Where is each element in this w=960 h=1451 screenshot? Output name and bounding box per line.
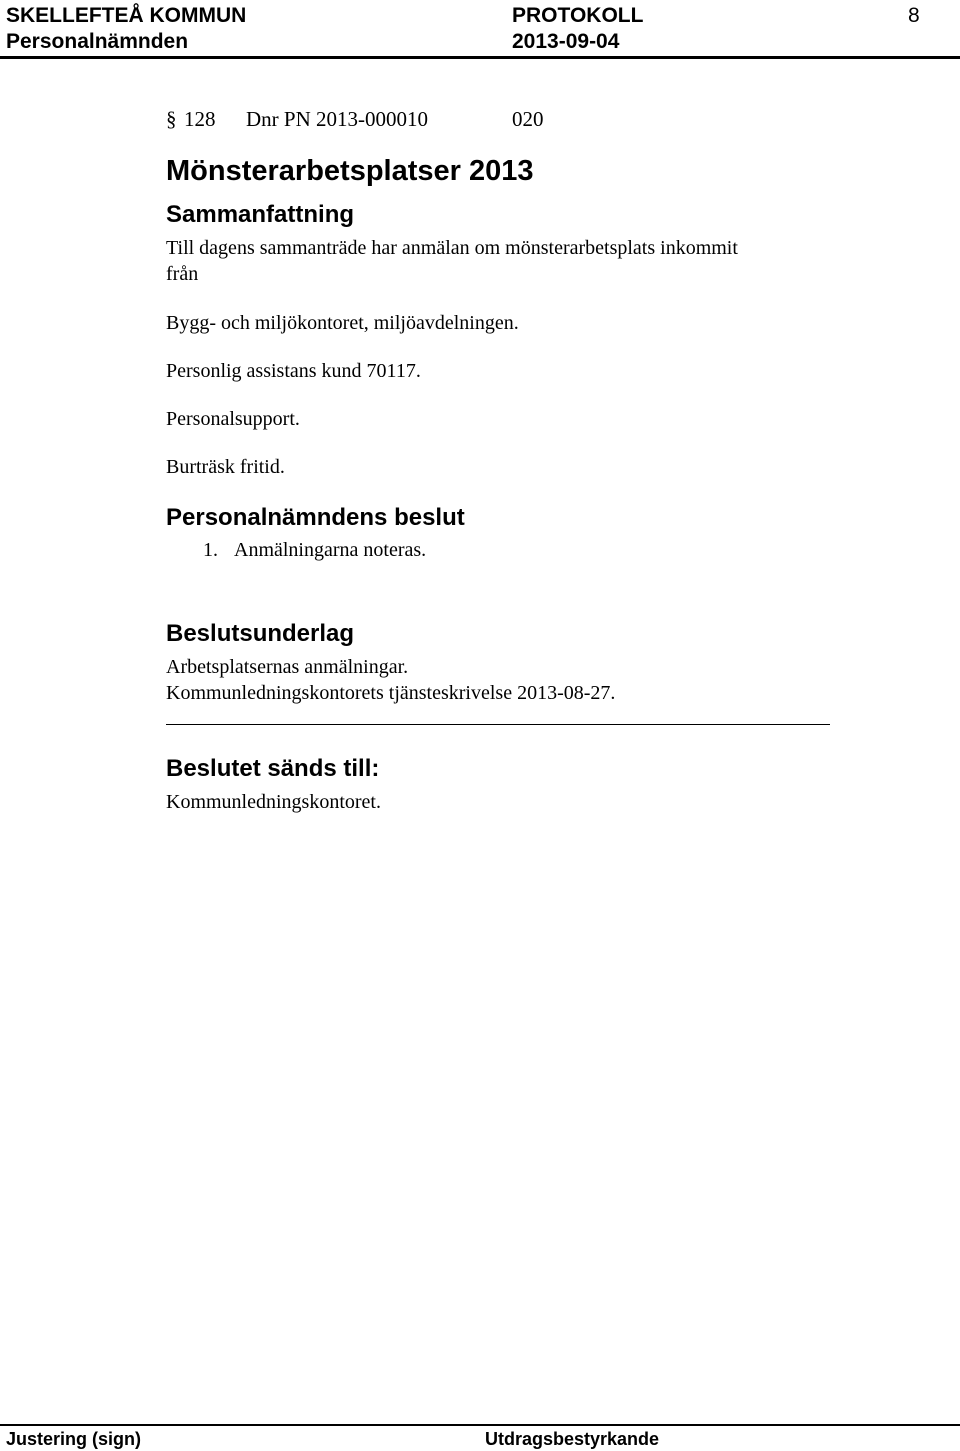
organization-name: SKELLEFTEÅ KOMMUN bbox=[6, 4, 247, 27]
summary-heading: Sammanfattning bbox=[166, 201, 355, 228]
archive-code: 020 bbox=[512, 107, 544, 131]
meeting-date: 2013-09-04 bbox=[512, 30, 620, 53]
paragraph-number: 128 bbox=[184, 107, 216, 131]
basis-heading: Beslutsunderlag bbox=[166, 620, 355, 647]
summary-item: Bygg- och miljökontoret, miljöavdelningen. bbox=[166, 312, 519, 334]
paragraph-symbol: § bbox=[166, 107, 177, 131]
decision-heading: Personalnämndens beslut bbox=[166, 504, 465, 531]
diary-number: Dnr PN 2013-000010 bbox=[246, 107, 428, 131]
recipient: Kommunledningskontoret. bbox=[166, 791, 381, 813]
decision-item-text: Anmälningarna noteras. bbox=[234, 539, 427, 561]
summary-item: Personalsupport. bbox=[166, 408, 300, 430]
footer-justering: Justering (sign) bbox=[6, 1429, 142, 1449]
footer-rule bbox=[0, 1424, 960, 1426]
page-number: 8 bbox=[908, 4, 920, 27]
committee-name: Personalnämnden bbox=[6, 30, 189, 53]
document-type: PROTOKOLL bbox=[512, 4, 644, 27]
page-title: Mönsterarbetsplatser 2013 bbox=[166, 155, 534, 187]
basis-line: Kommunledningskontorets tjänsteskrivelse 2013-08-27. bbox=[166, 682, 616, 704]
summary-intro-line2: från bbox=[166, 263, 199, 285]
header-rule bbox=[0, 56, 960, 59]
basis-line: Arbetsplatsernas anmälningar. bbox=[166, 656, 409, 678]
footer-utdragsbestyrkande: Utdragsbestyrkande bbox=[485, 1429, 660, 1449]
summary-intro-line1: Till dagens sammanträde har anmälan om mönsterarbetsplats inkommit bbox=[166, 237, 738, 259]
summary-item: Burträsk fritid. bbox=[166, 456, 285, 478]
separator-rule bbox=[166, 724, 830, 725]
sent-to-heading: Beslutet sänds till: bbox=[166, 755, 380, 782]
summary-item: Personlig assistans kund 70117. bbox=[166, 360, 421, 382]
decision-item-number: 1. bbox=[203, 539, 218, 561]
